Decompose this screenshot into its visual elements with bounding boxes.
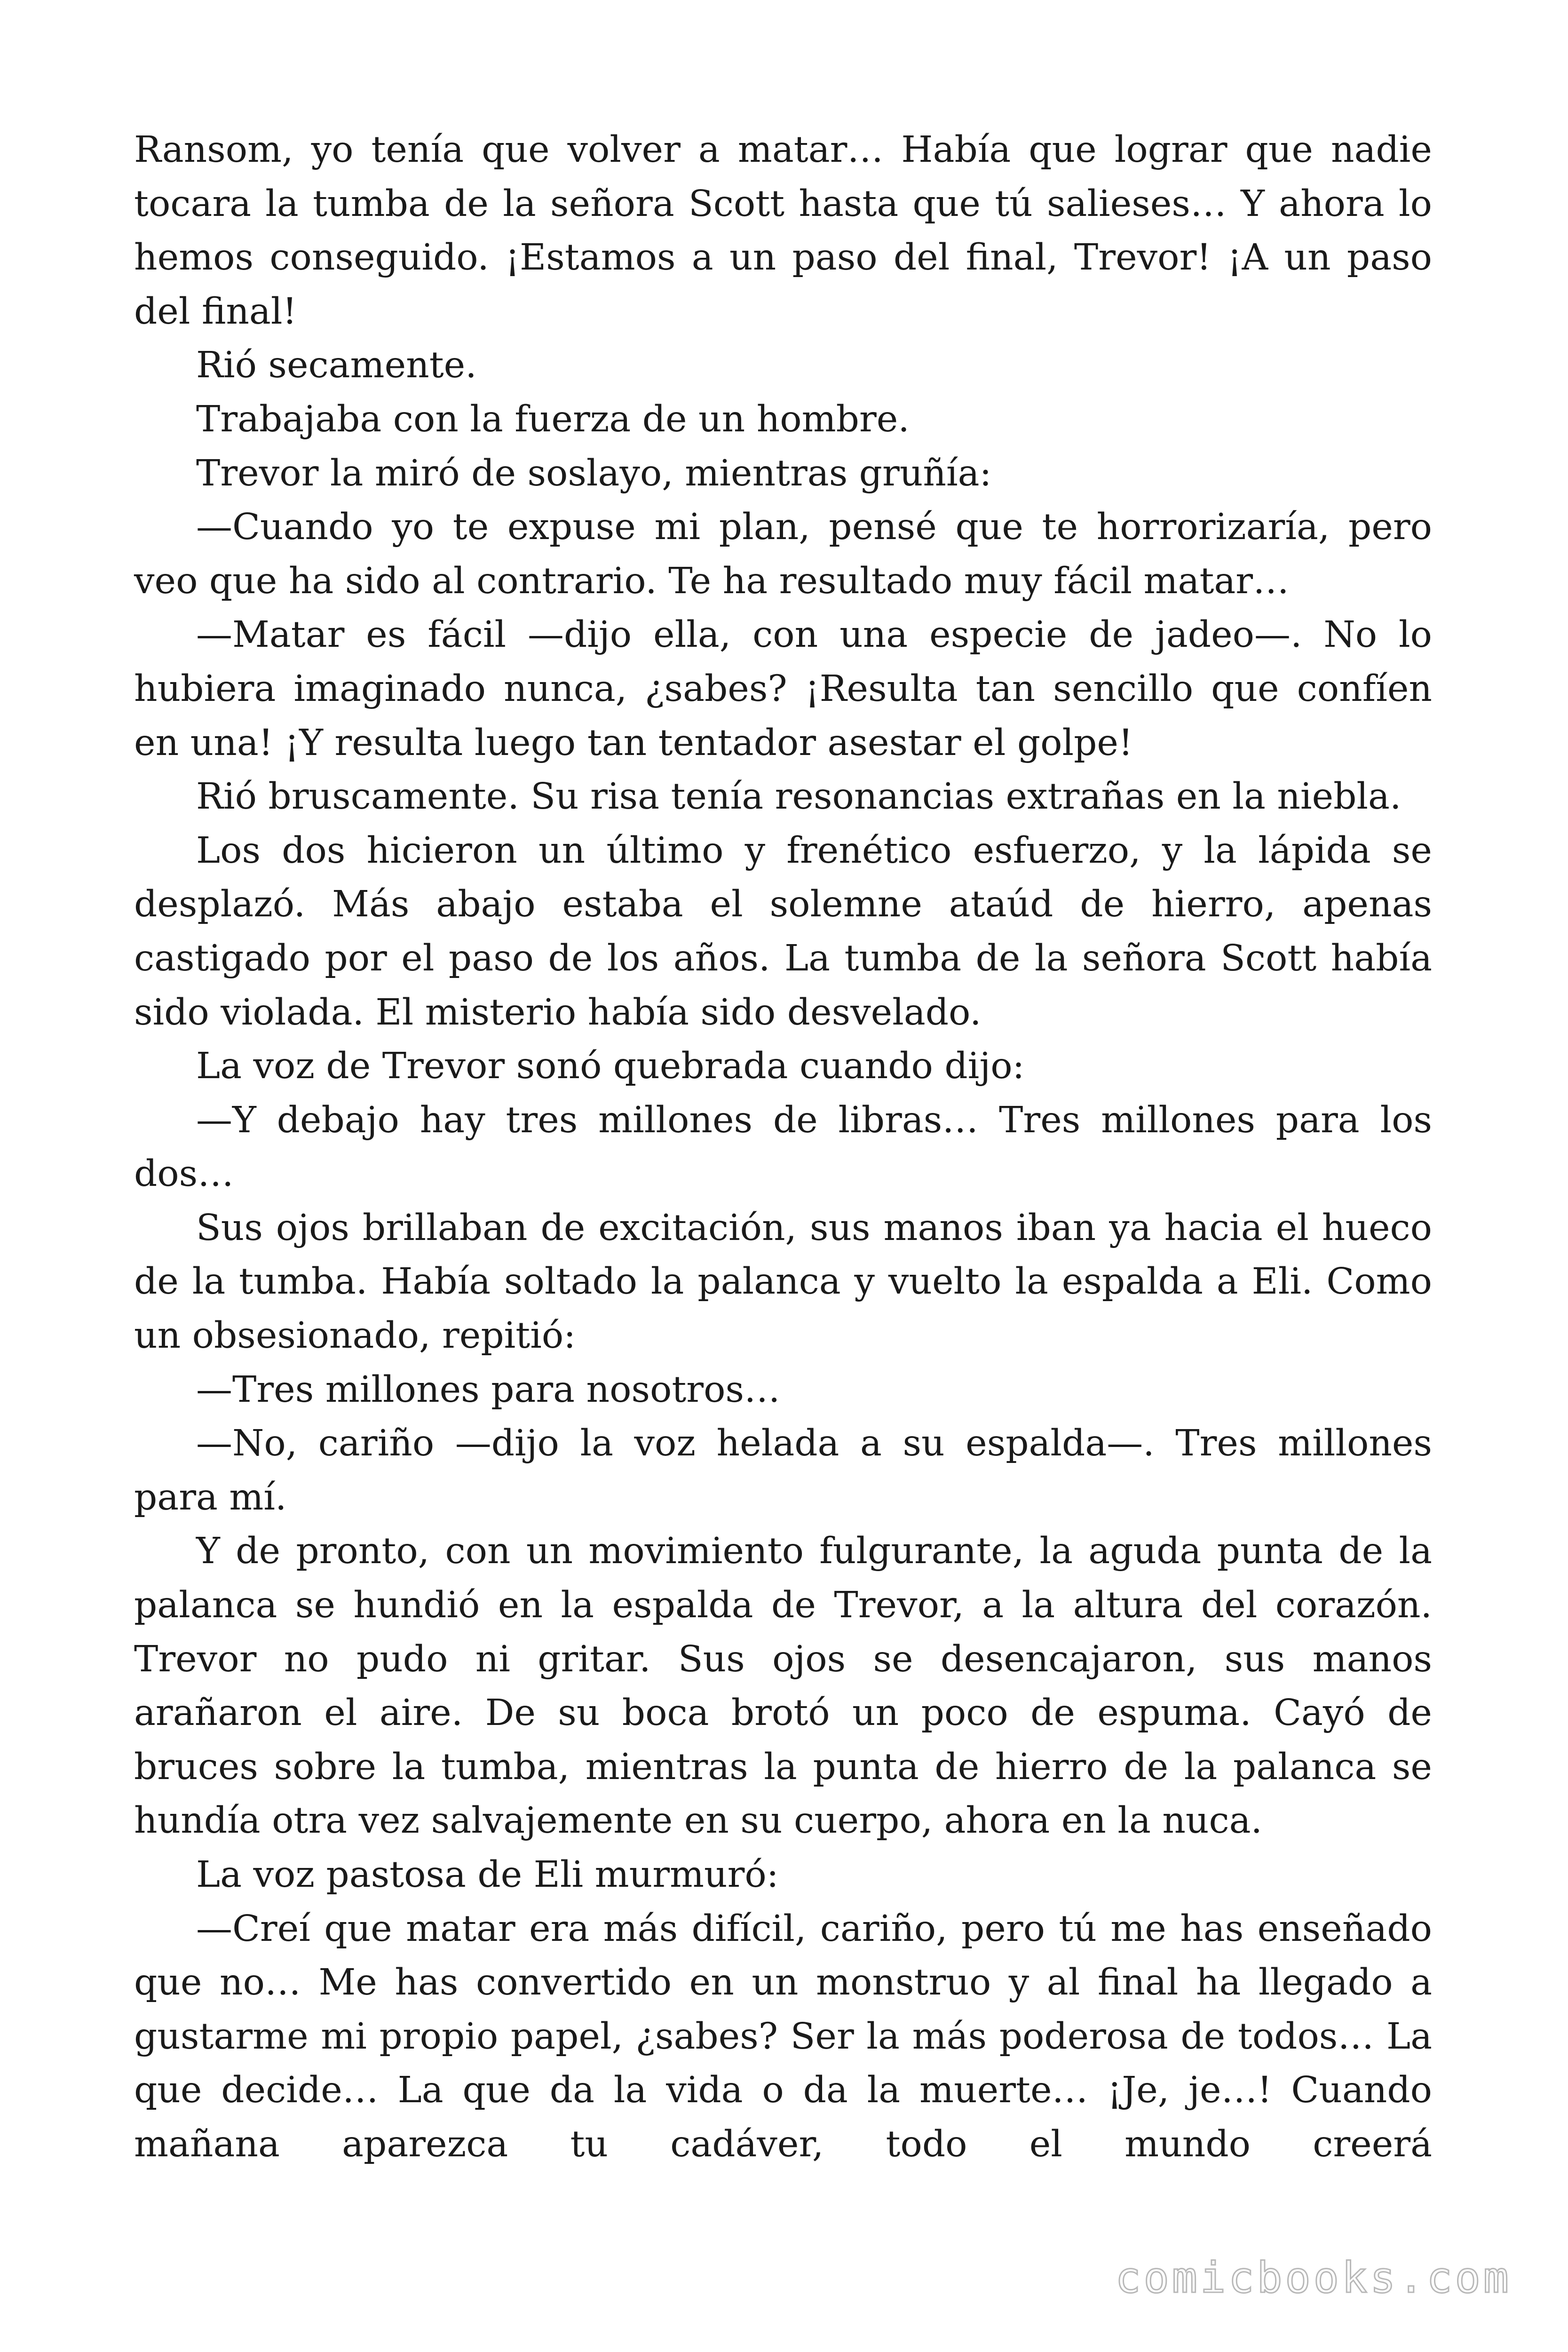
dialogue-paragraph: —Tres millones para nosotros…	[196, 1368, 780, 1411]
paragraph: Rió bruscamente. Su risa tenía resonancias extrañas en la niebla.	[196, 776, 1402, 818]
dialogue-paragraph: —Y debajo hay tres millones de libras… Tres millones para los dos…	[134, 1099, 1432, 1195]
paragraph-continuation: Ransom, yo tenía que volver a matar… Había que lograr que nadie tocara la tumba de la señora Scott hasta que tú salieses… Y ahora lo hemos conseguido. ¡Estamos a un paso del final, Trevor! ¡A un paso del final!	[134, 129, 1432, 333]
paragraph: Los dos hicieron un último y frenético esfuerzo, y la lápida se desplazó. Más abajo estaba el solemne ataúd de hierro, apenas castigado por el paso de los años. La tumba de la señora Scott había sido violada. El misterio había sido desvelado.	[134, 829, 1432, 1033]
paragraph: Y de pronto, con un movimiento fulgurante, la aguda punta de la palanca se hundió en la espalda de Trevor, a la altura del corazón. Trevor no pudo ni gritar. Sus ojos se desencajaron, sus manos arañaron el aire. De su boca brotó un poco de espuma. Cayó de bruces sobre la tumba, mientras la punta de hierro de la palanca se hundía otra vez salvajemente en su cuerpo, ahora en la nuca.	[134, 1530, 1432, 1842]
dialogue-paragraph-continues: —Creí que matar era más difícil, cariño, pero tú me has enseñado que no… Me has convertido en un monstruo y al final ha llegado a gustarme mi propio papel, ¿sabes? Ser la más poderosa de todos… La que decide… La que da la vida o da la muerte… ¡Je, je…! Cuando mañana aparezca tu cadáver, todo el mundo creerá	[134, 1907, 1432, 2165]
dialogue-paragraph: —Cuando yo te expuse mi plan, pensé que te horrorizaría, pero veo que ha sido al contrario. Te ha resultado muy fácil matar…	[134, 506, 1432, 602]
paragraph: La voz de Trevor sonó quebrada cuando dijo:	[196, 1045, 1025, 1088]
book-page-text	[134, 123, 1432, 2172]
watermark-logo: comicbooks.com	[1115, 2253, 1512, 2303]
paragraph: Trevor la miró de soslayo, mientras gruñía:	[196, 452, 992, 494]
paragraph: Rió secamente.	[196, 344, 477, 387]
paragraph: La voz pastosa de Eli murmuró:	[196, 1854, 779, 1896]
paragraph: Trabajaba con la fuerza de un hombre.	[196, 398, 910, 440]
dialogue-paragraph: —No, cariño —dijo la voz helada a su espalda—. Tres millones para mí.	[134, 1422, 1432, 1518]
dialogue-paragraph: —Matar es fácil —dijo ella, con una especie de jadeo—. No lo hubiera imaginado nunca, ¿sabes? ¡Resulta tan sencillo que confíen en una! ¡Y resulta luego tan tentador asestar el golpe!	[134, 614, 1432, 764]
paragraph: Sus ojos brillaban de excitación, sus manos iban ya hacia el hueco de la tumba. Había soltado la palanca y vuelto la espalda a Eli. Como un obsesionado, repitió:	[134, 1207, 1432, 1357]
